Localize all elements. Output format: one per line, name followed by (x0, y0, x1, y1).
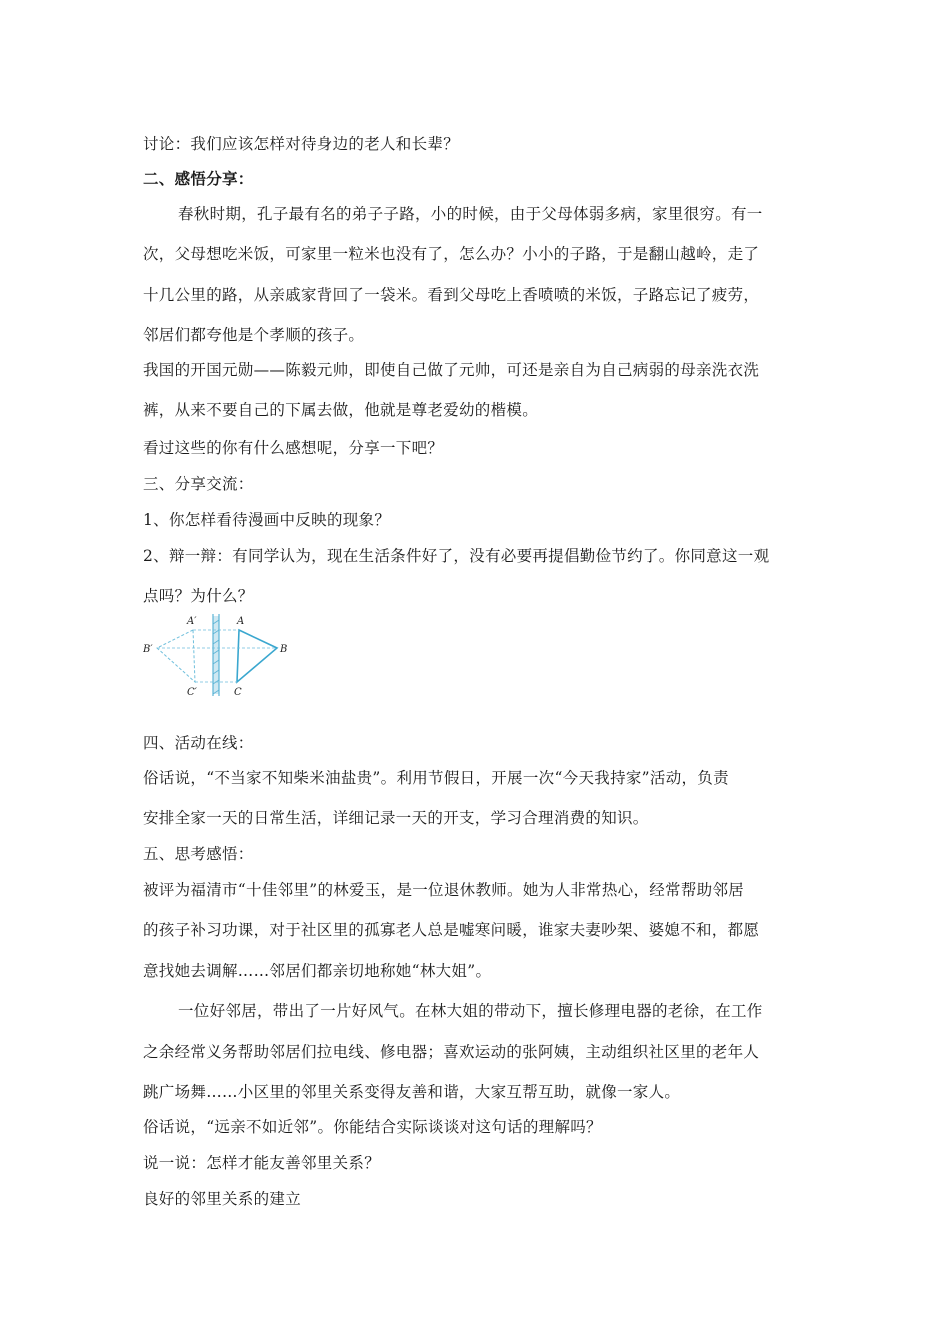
neighbor-line-2: 之余经常义务帮助邻居们拉电线、修电器；喜欢运动的张阿姨，主动组织社区里的老年人 (143, 1043, 760, 1061)
story-line-3: 十几公里的路，从亲戚家背回了一袋米。看到父母吃上香喷喷的米饭，子路忘记了疲劳， (143, 286, 760, 304)
label-b: B (280, 644, 288, 655)
label-b-prime: B′ (143, 644, 153, 655)
neighbor-line-1: 一位好邻居，带出了一片好风气。在林大姐的带动下，擅长修理电器的老徐，在工作 (178, 1002, 763, 1020)
question-1: 1、你怎样看待漫画中反映的现象？ (143, 511, 391, 529)
activity-line-2: 安排全家一天的日常生活，详细记录一天的开支，学习合理消费的知识。 (143, 809, 649, 827)
triangle-abc (237, 630, 277, 682)
section-3-heading: 三、分享交流： (143, 475, 254, 493)
lin-line-1: 被评为福清市“十佳邻里”的林爱玉，是一位退休教师。她为人非常热心，经常帮助邻居 (143, 881, 745, 899)
activity-line-1: 俗话说，“不当家不知柴米油盐贵”。利用节假日，开展一次“今天我持家”活动，负责 (143, 769, 729, 787)
triangle-abc-prime (157, 630, 195, 682)
reflection-figure (143, 610, 293, 700)
lin-line-3: 意找她去调解……邻居们都亲切地称她“林大姐”。 (143, 962, 492, 980)
label-a-prime: A′ (187, 616, 197, 627)
lin-line-2: 的孩子补习功课，对于社区里的孤寡老人总是嘘寒问暖，谁家夫妻吵架、婆媳不和，都愿 (143, 921, 760, 939)
last-line: 良好的邻里关系的建立 (143, 1190, 302, 1208)
neighbor-line-3: 跳广场舞……小区里的邻里关系变得友善和谐，大家互帮互助，就像一家人。 (143, 1083, 681, 1101)
section-4-heading: 四、活动在线： (143, 734, 254, 752)
story-line-1: 春秋时期，孔子最有名的弟子子路，小的时候，由于父母体弱多病，家里很穷。有一 (178, 205, 763, 223)
question-2-line-2: 点吗？为什么？ (143, 587, 254, 605)
section-2-heading: 二、感悟分享： (143, 169, 254, 188)
section-5-heading: 五、思考感悟： (143, 845, 254, 863)
question-2-line-1: 2、辩一辩：有同学认为，现在生活条件好了，没有必要再提倡勤俭节约了。你同意这一观 (143, 547, 770, 565)
label-c: C (234, 687, 242, 698)
label-c-prime: C′ (187, 687, 197, 698)
chen-line-2: 裤，从来不要自己的下属去做，他就是尊老爱幼的楷模。 (143, 401, 539, 419)
share-prompt: 看过这些的你有什么感想呢，分享一下吧？ (143, 439, 444, 457)
story-line-4: 邻居们都夸他是个孝顺的孩子。 (143, 326, 365, 344)
saying-question: 俗话说，“远亲不如近邻”。你能结合实际谈谈对这句话的理解吗？ (143, 1118, 602, 1136)
talk-prompt: 说一说：怎样才能友善邻里关系？ (143, 1154, 381, 1172)
discussion-question: 讨论：我们应该怎样对待身边的老人和长辈？ (143, 135, 460, 153)
story-line-2: 次，父母想吃米饭，可家里一粒米也没有了，怎么办？小小的子路，于是翻山越岭，走了 (143, 245, 760, 263)
reflection-diagram (143, 610, 293, 700)
chen-line-1: 我国的开国元勋——陈毅元帅，即使自己做了元帅，可还是亲自为自己病弱的母亲洗衣洗 (143, 361, 760, 379)
label-a: A (237, 616, 245, 627)
